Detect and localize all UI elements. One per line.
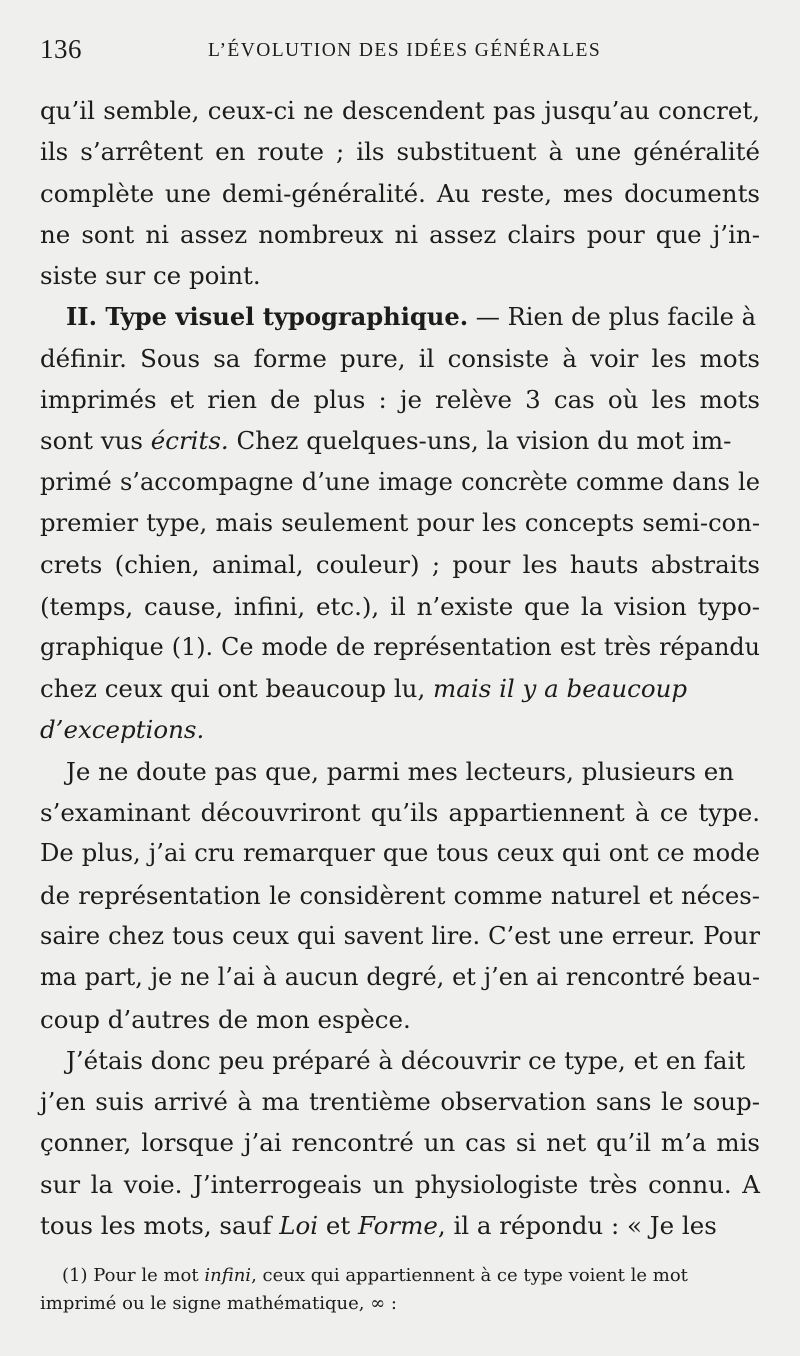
footnote-line bbox=[40, 1262, 760, 1290]
text-line: complète une demi-généralité. Au reste, mes documents bbox=[40, 178, 760, 208]
italic-text: infini bbox=[204, 1265, 252, 1286]
text-line: De plus, j’ai cru remarquer que tous ceux qui ont ce mode bbox=[40, 839, 760, 868]
text-line: saire chez tous ceux qui savent lire. C’est une erreur. Pour bbox=[40, 921, 760, 950]
text-line: premier type, mais seulement pour les concepts semi-con- bbox=[40, 508, 760, 537]
text-span: , ceux qui appartiennent à ce type voient le mot bbox=[251, 1265, 688, 1286]
text-line: (temps, cause, infini, etc.), il n’existe que la vision typo- bbox=[40, 591, 760, 621]
text-line: s’examinant découvriront qu’ils appartiennent à ce type. bbox=[40, 798, 760, 828]
italic-text: d’exceptions. bbox=[40, 715, 205, 745]
body-text bbox=[40, 90, 760, 1246]
text-line: imprimés et rien de plus : je relève 3 cas où les mots bbox=[40, 385, 760, 415]
text-line: çonner, lorsque j’ai rencontré un cas si net qu’il m’a mis bbox=[40, 1128, 760, 1158]
text-span: sont vus bbox=[40, 426, 151, 456]
text-line bbox=[40, 709, 760, 750]
text-line: ils s’arrêtent en route ; ils substituent à une généralité bbox=[40, 137, 760, 167]
text-line: ne sont ni assez nombreux ni assez clairs pour que j’in- bbox=[40, 219, 760, 249]
text-span: et bbox=[318, 1211, 359, 1241]
text-line bbox=[40, 420, 760, 461]
text-line: définir. Sous sa forme pure, il consiste à voir les mots bbox=[40, 343, 760, 373]
text-line: primé s’accompagne d’une image concrète comme dans le bbox=[40, 467, 760, 496]
text-line bbox=[40, 1205, 760, 1246]
italic-text: Loi bbox=[279, 1211, 319, 1241]
text-line bbox=[40, 668, 760, 709]
text-line: qu’il semble, ceux-ci ne descendent pas jusqu’au concret, bbox=[40, 96, 760, 125]
text-line: coup d’autres de mon espèce. bbox=[40, 1004, 411, 1034]
text-line: graphique (1). Ce mode de représentation est très répandu bbox=[40, 632, 760, 661]
running-head: L’ÉVOLUTION DES IDÉES GÉNÉRALES bbox=[208, 40, 602, 61]
italic-text: Forme bbox=[358, 1211, 438, 1241]
section-heading-line bbox=[40, 296, 760, 337]
text-span: chez ceux qui ont beaucoup lu, bbox=[40, 674, 434, 704]
text-line: crets (chien, animal, couleur) ; pour les hauts abstraits bbox=[40, 550, 760, 580]
footnote bbox=[40, 1262, 760, 1318]
text-span: Chez quelques-uns, la vision du mot im- bbox=[228, 426, 732, 456]
italic-text: écrits. bbox=[150, 426, 229, 456]
page-header bbox=[40, 34, 760, 70]
section-heading: II. Type visuel typographique. bbox=[66, 302, 469, 332]
text-line: J’étais donc peu préparé à découvrir ce type, et en fait bbox=[66, 1045, 746, 1075]
page-number: 136 bbox=[40, 34, 82, 64]
text-span: (1) Pour le mot bbox=[62, 1265, 205, 1286]
footnote-line: imprimé ou le signe mathématique, ∞ : bbox=[40, 1293, 397, 1314]
italic-text: mais il y a beaucoup bbox=[433, 674, 688, 704]
text-line: siste sur ce point. bbox=[40, 261, 261, 291]
text-line: sur la voie. J’interrogeais un physiologiste très connu. A bbox=[40, 1169, 760, 1199]
text-span: — Rien de plus facile à bbox=[468, 303, 757, 332]
text-line: j’en suis arrivé à ma trentième observation sans le soup- bbox=[40, 1087, 760, 1117]
text-line: ma part, je ne l’ai à aucun degré, et j’en ai rencontré beau- bbox=[40, 963, 760, 992]
text-line: Je ne doute pas que, parmi mes lecteurs, plusieurs en bbox=[66, 756, 735, 786]
text-line: de représentation le considèrent comme naturel et néces- bbox=[40, 880, 760, 910]
text-span: , il a répondu : « Je les bbox=[437, 1211, 717, 1241]
text-span: tous les mots, sauf bbox=[40, 1211, 280, 1241]
